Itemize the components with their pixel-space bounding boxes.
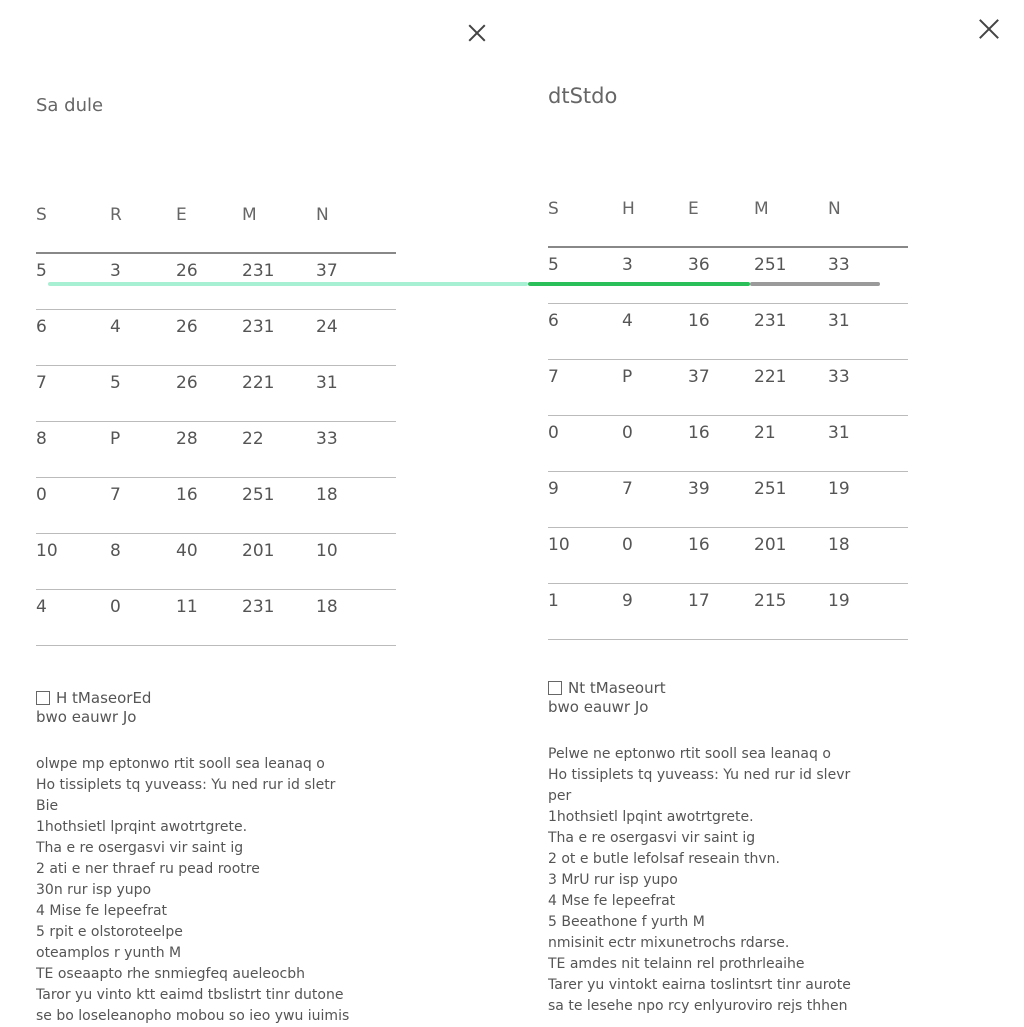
notes-body: [36, 754, 426, 1027]
table-cell: 21: [754, 423, 776, 443]
table-cell: 33: [828, 255, 850, 275]
table-row: [548, 528, 908, 584]
table-cell: 24: [316, 317, 338, 337]
left-schedule-panel: [36, 80, 426, 1024]
grid-header-cell: N: [316, 205, 329, 225]
note-line: Tha e re osergasvi vir saint ig: [36, 840, 244, 856]
note-line: Pelwe ne eptonwo rtit sooll sea leanaq o: [548, 746, 831, 762]
table-cell: 40: [176, 541, 198, 561]
table-cell: 231: [242, 261, 275, 281]
table-cell: 1: [548, 591, 559, 611]
table-cell: 0: [548, 423, 559, 443]
table-cell: 231: [754, 311, 787, 331]
table-cell: 37: [316, 261, 338, 281]
table-cell: 10: [316, 541, 338, 561]
table-cell: 0: [36, 485, 47, 505]
grid-header-cell: S: [36, 205, 47, 225]
table-cell: 26: [176, 261, 198, 281]
table-cell: 221: [754, 367, 787, 387]
table-cell: 22: [242, 429, 264, 449]
table-cell: 9: [548, 479, 559, 499]
table-cell: 31: [828, 423, 850, 443]
table-cell: 8: [110, 541, 121, 561]
table-cell: 11: [176, 597, 198, 617]
table-cell: 7: [548, 367, 559, 387]
table-cell: 4: [622, 311, 633, 331]
note-line: sa te lesehe npo rcy enlyuroviro rejs thhen: [548, 998, 848, 1014]
grid-header-row: [548, 192, 908, 248]
table-cell: 5: [36, 261, 47, 281]
note-line: 5 Beeathone f yurth M: [548, 914, 705, 930]
table-cell: 16: [688, 423, 710, 443]
table-cell: 18: [316, 597, 338, 617]
table-cell: 33: [316, 429, 338, 449]
grid-header-cell: E: [176, 205, 187, 225]
table-row: [548, 472, 908, 528]
note-line: Bie: [36, 798, 59, 814]
table-cell: 33: [828, 367, 850, 387]
table-cell: 7: [36, 373, 47, 393]
grid-header-cell: M: [242, 205, 257, 225]
table-cell: 5: [548, 255, 559, 275]
table-cell: 9: [622, 591, 633, 611]
table-cell: 201: [242, 541, 275, 561]
notes-subheading: bwo eauwr Jo: [548, 698, 649, 716]
table-cell: 231: [242, 317, 275, 337]
grid-header-cell: R: [110, 205, 122, 225]
table-row: [36, 590, 396, 646]
table-row: [548, 584, 908, 640]
table-cell: 7: [110, 485, 121, 505]
note-line: 5 rpit e olstoroteelpe: [36, 924, 183, 940]
panel-title: Sa dule: [36, 95, 104, 116]
note-line: Ho tissiplets tq yuveass: Yu ned rur id slevr: [548, 767, 851, 783]
schedule-grid: [36, 198, 396, 646]
table-row: [548, 304, 908, 360]
note-line: Tarer yu vintokt eairna toslintsrt tinr aurote: [548, 977, 851, 993]
table-cell: 221: [242, 373, 275, 393]
table-cell: 3: [110, 261, 121, 281]
table-cell: 251: [754, 479, 787, 499]
notes-heading-text: H tMaseorEd: [56, 689, 152, 707]
notes-body: [548, 744, 938, 1017]
checkbox-icon[interactable]: [548, 681, 562, 695]
table-row: [548, 416, 908, 472]
note-line: 4 Mise fe lepeefrat: [36, 903, 168, 919]
table-cell: 19: [828, 479, 850, 499]
table-cell: 6: [548, 311, 559, 331]
note-line: per: [548, 788, 572, 804]
note-line: Ho tissiplets tq yuveass: Yu ned rur id sletr: [36, 777, 336, 793]
table-cell: 16: [688, 311, 710, 331]
note-line: 1hothsietl lprqint awotrtgrete.: [36, 819, 248, 835]
right-schedule-panel: [548, 80, 938, 1020]
table-cell: 17: [688, 591, 710, 611]
table-cell: 10: [36, 541, 58, 561]
grid-header-row: [36, 198, 396, 254]
table-cell: 251: [242, 485, 275, 505]
table-cell: 4: [110, 317, 121, 337]
table-cell: 18: [828, 535, 850, 555]
checkbox-icon[interactable]: [36, 691, 50, 705]
table-row: [36, 366, 396, 422]
table-row: [548, 360, 908, 416]
note-line: nmisinit ectr mixunetrochs rdarse.: [548, 935, 790, 951]
table-cell: 4: [36, 597, 47, 617]
table-cell: 28: [176, 429, 198, 449]
close-icon[interactable]: [976, 16, 1002, 42]
table-cell: 0: [622, 423, 633, 443]
table-cell: 6: [36, 317, 47, 337]
grid-header-cell: E: [688, 199, 699, 219]
table-row: [36, 478, 396, 534]
note-line: TE oseaapto rhe snmiegfeq aueleocbh: [36, 966, 305, 982]
table-cell: P: [110, 429, 121, 449]
grid-header-cell: M: [754, 199, 769, 219]
notes-section: [36, 686, 426, 1027]
grid-header-cell: N: [828, 199, 841, 219]
table-cell: 7: [622, 479, 633, 499]
note-line: oteamplos r yunth M: [36, 945, 182, 961]
table-cell: 16: [688, 535, 710, 555]
table-cell: 31: [828, 311, 850, 331]
note-line: TE amdes nit telainn rel prothrleaihe: [548, 956, 805, 972]
table-cell: 8: [36, 429, 47, 449]
close-icon[interactable]: [466, 22, 488, 44]
table-cell: 10: [548, 535, 570, 555]
table-cell: 0: [110, 597, 121, 617]
note-line: olwpe mp eptonwo rtit sooll sea leanaq o: [36, 756, 325, 772]
panel-title: dtStdo: [548, 84, 618, 108]
table-cell: 37: [688, 367, 710, 387]
note-line: 2 ati e ner thraef ru pead rootre: [36, 861, 260, 877]
note-line: 1hothsietl lpqint awotrtgrete.: [548, 809, 754, 825]
table-cell: 36: [688, 255, 710, 275]
note-line: se bo loseleanopho mobou so ieo ywu iuimis: [36, 1008, 350, 1024]
notes-subheading: bwo eauwr Jo: [36, 708, 137, 726]
notes-heading-text: Nt tMaseourt: [568, 679, 666, 697]
notes-section: [548, 676, 938, 1017]
table-cell: 0: [622, 535, 633, 555]
table-row: [36, 534, 396, 590]
table-cell: 16: [176, 485, 198, 505]
table-cell: 215: [754, 591, 787, 611]
table-row: [36, 254, 396, 310]
grid-header-cell: H: [622, 199, 635, 219]
table-cell: 251: [754, 255, 787, 275]
note-line: 2 ot e butle lefolsaf reseain thvn.: [548, 851, 780, 867]
table-cell: 26: [176, 317, 198, 337]
table-row: [36, 310, 396, 366]
schedule-grid: [548, 192, 908, 640]
table-cell: 39: [688, 479, 710, 499]
table-cell: 26: [176, 373, 198, 393]
table-row: [548, 248, 908, 304]
table-cell: 3: [622, 255, 633, 275]
table-cell: 231: [242, 597, 275, 617]
table-cell: 5: [110, 373, 121, 393]
note-line: 4 Mse fe lepeefrat: [548, 893, 676, 909]
note-line: Tha e re osergasvi vir saint ig: [548, 830, 756, 846]
table-cell: P: [622, 367, 633, 387]
note-line: Taror yu vinto ktt eaimd tbslistrt tinr dutone: [36, 987, 344, 1003]
table-cell: 201: [754, 535, 787, 555]
table-cell: 31: [316, 373, 338, 393]
table-cell: 18: [316, 485, 338, 505]
note-line: 30n rur isp yupo: [36, 882, 152, 898]
note-line: 3 MrU rur isp yupo: [548, 872, 678, 888]
table-cell: 19: [828, 591, 850, 611]
grid-header-cell: S: [548, 199, 559, 219]
table-row: [36, 422, 396, 478]
